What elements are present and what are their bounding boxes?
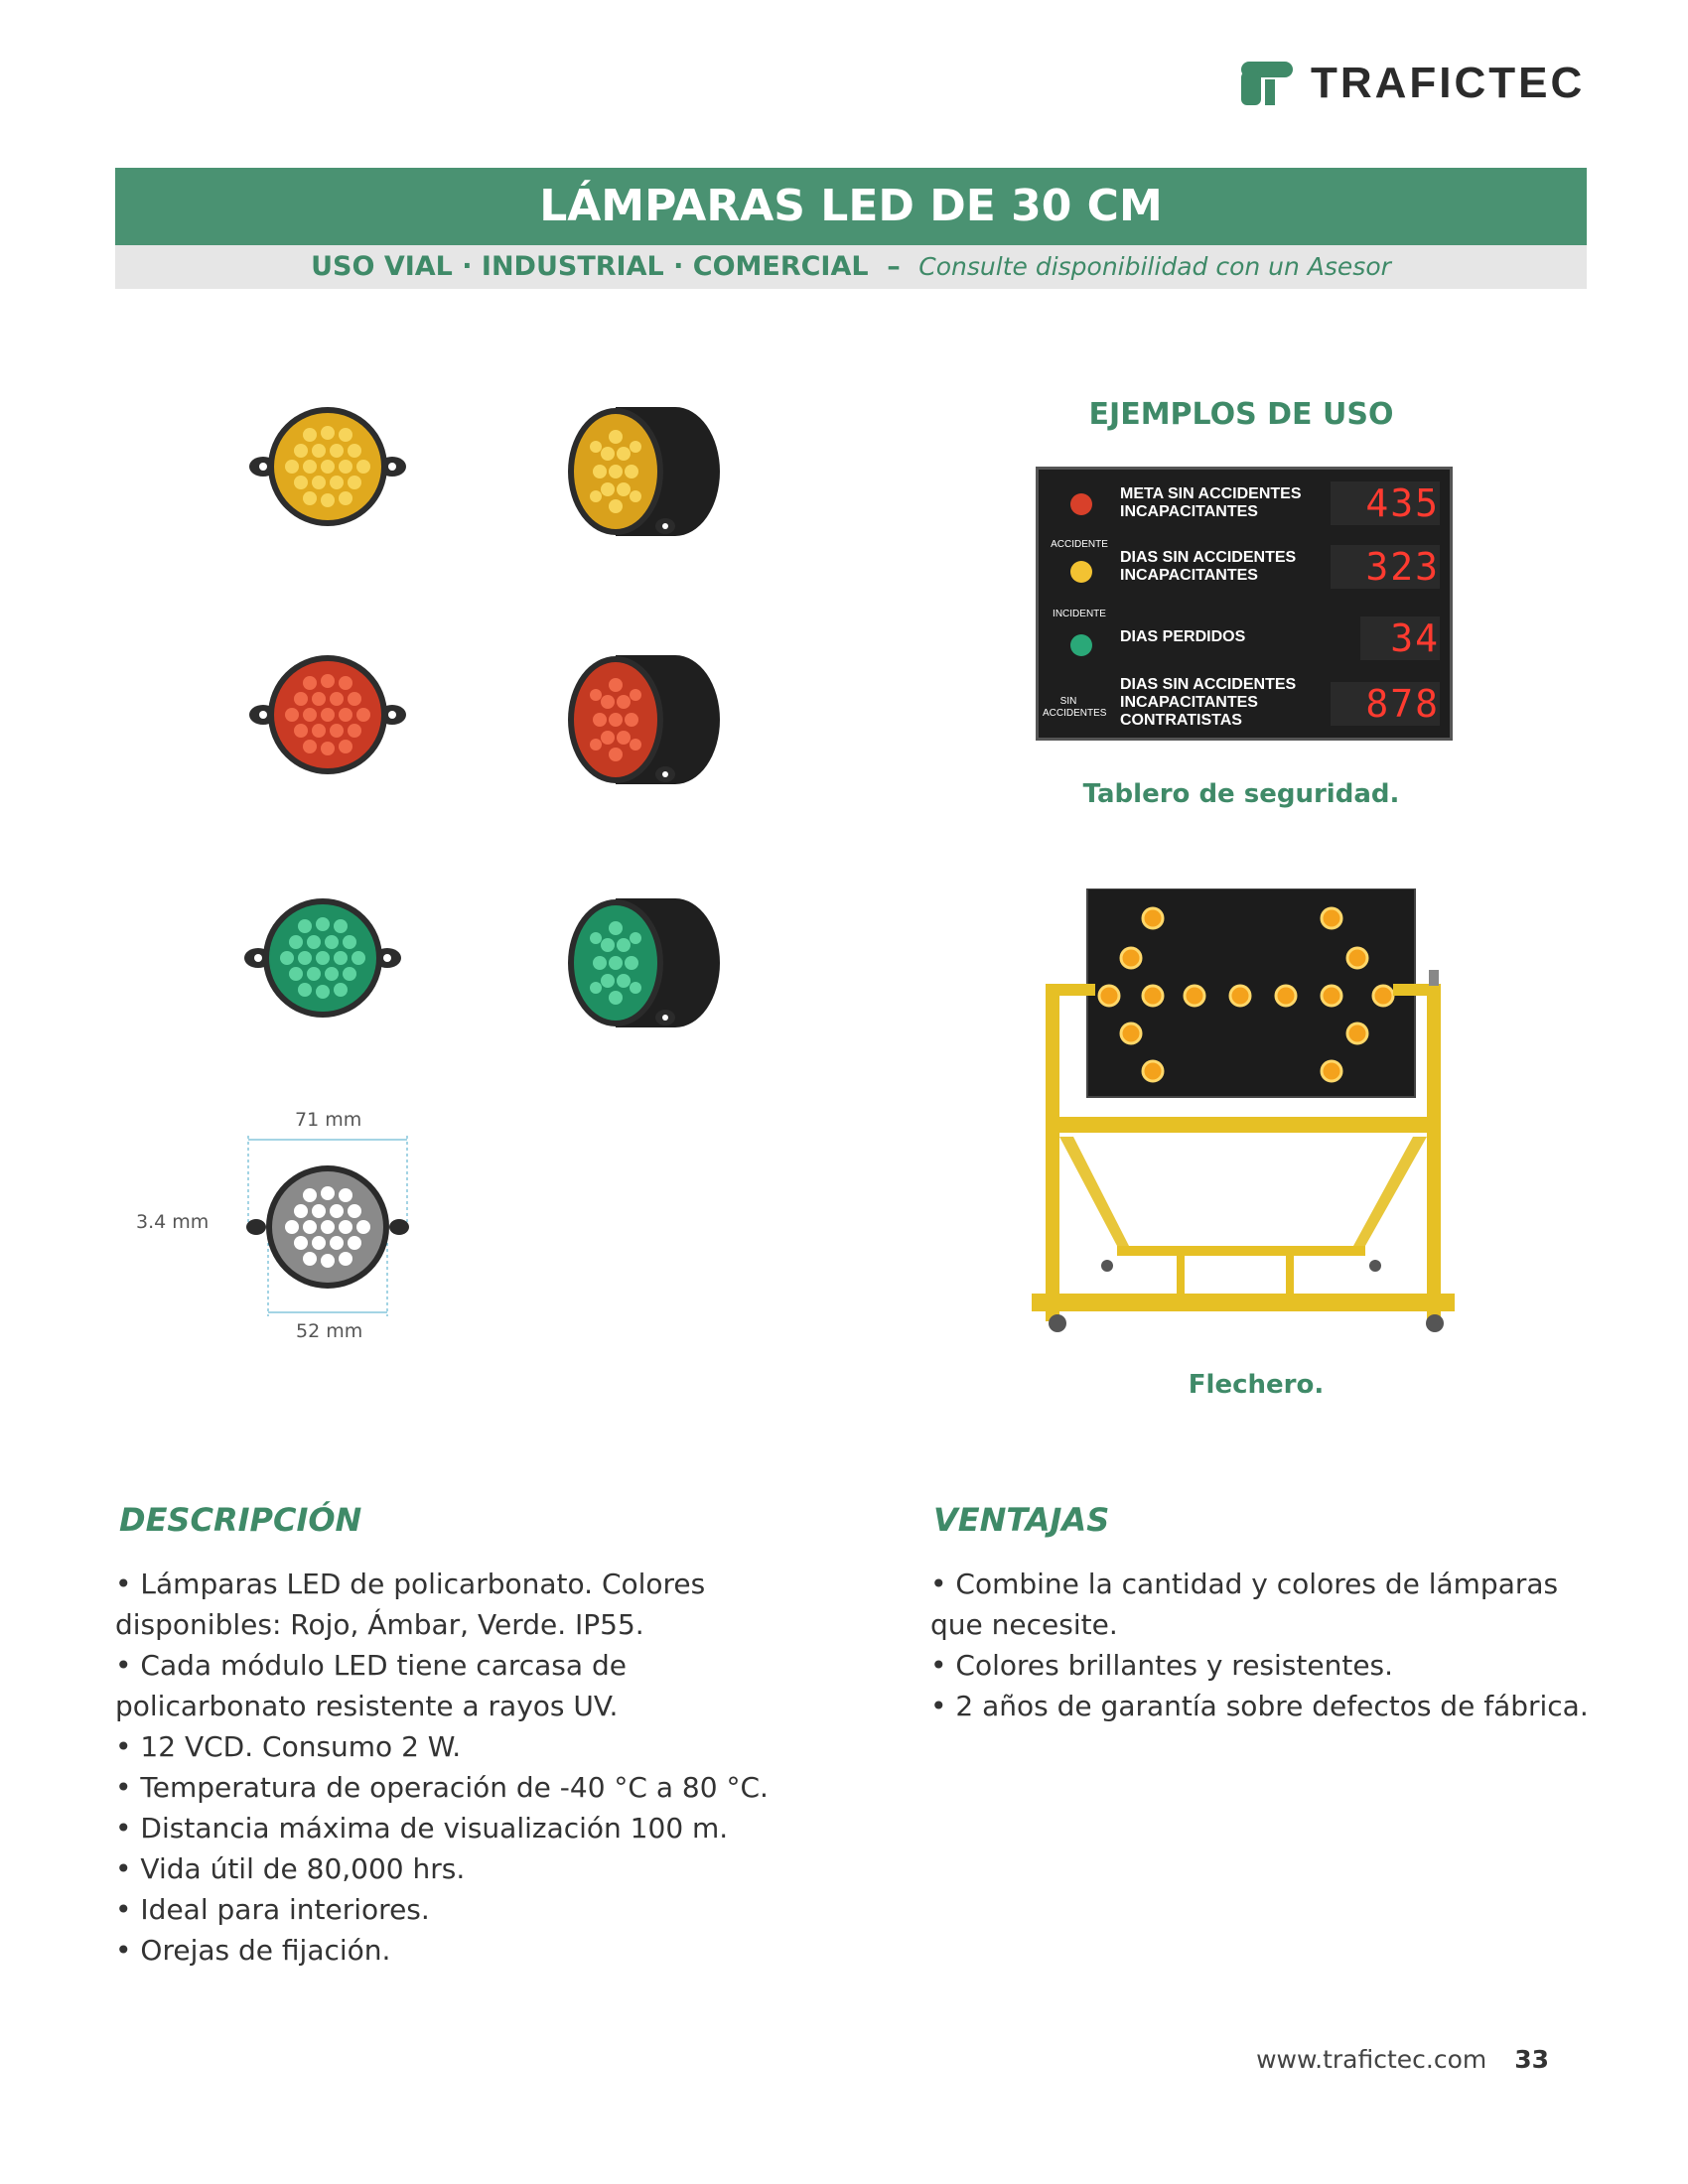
page-title: LÁMPARAS LED DE 30 CM [115,168,1587,245]
list-item: • Orejas de fijación. [115,1934,391,1967]
board-caption: Tablero de seguridad. [1082,779,1400,809]
amber-lamp-front [243,397,412,536]
list-item: • 2 años de garantía sobre defectos de fábrica. [930,1690,1589,1722]
board-row-text: DIAS SIN ACCIDENTES INCAPACITANTES CONTRATISTAS [1120,676,1297,729]
list-item: disponibles: Rojo, Ámbar, Verde. IP55. [115,1608,644,1641]
list-item: • Colores brillantes y resistentes. [930,1649,1394,1682]
brand-logo [1239,58,1586,109]
list-item: • Cada módulo LED tiene carcasa de [115,1649,627,1682]
arrow-board [1028,888,1465,1345]
dimension-diagram [218,1132,417,1320]
advantages-list [930,1564,1625,1726]
safety-board [1036,467,1453,741]
description-list [115,1564,830,1971]
board-row-text: META SIN ACCIDENTES INCAPACITANTES [1120,485,1302,520]
board-row [1039,676,1450,732]
red-indicator-icon [1070,493,1092,515]
list-item: • Lámparas LED de policarbonato. Colores [115,1568,706,1600]
board-row-text: DIAS SIN ACCIDENTES INCAPACITANTES [1120,549,1297,584]
board-row-text: DIAS PERDIDOS [1120,628,1246,645]
subtitle-bar [115,245,1587,289]
list-item: • Vida útil de 80,000 hrs. [115,1852,466,1885]
page-footer [1256,2045,1549,2074]
logo-mark-icon [1239,58,1299,107]
brand-name: TRAFICTEC [1311,59,1586,107]
subtitle-dash: – [887,251,901,282]
dim-width-bottom: 52 mm [296,1320,363,1342]
counter-display: 34 [1360,616,1440,660]
indicator-label: ACCIDENTE [1051,539,1108,550]
list-item: • Ideal para interiores. [115,1893,430,1926]
uses-text: USO VIAL · INDUSTRIAL · COMERCIAL [311,251,869,282]
board-row [1039,481,1450,529]
counter-display: 878 [1331,682,1440,726]
dim-width-top: 71 mm [295,1109,362,1131]
advantages-heading: VENTAJAS [933,1501,1110,1539]
indicator-label: SIN ACCIDENTES [1043,696,1107,719]
counter-display: 435 [1331,481,1440,525]
dim-depth: 3.4 mm [136,1211,210,1233]
advisor-note: Consulte disponibilidad con un Asesor [918,252,1391,281]
examples-heading: EJEMPLOS DE USO [1088,397,1394,432]
list-item: • Temperatura de operación de -40 °C a 80 °C. [115,1771,769,1804]
list-item: • 12 VCD. Consumo 2 W. [115,1730,462,1763]
list-item: que necesite. [930,1608,1118,1641]
board-row [1039,609,1450,664]
green-lamp-front [238,888,407,1027]
description-heading: DESCRIPCIÓN [119,1501,362,1539]
arrow-board-caption: Flechero. [1188,1370,1325,1400]
counter-display: 323 [1331,545,1440,589]
page-number: 33 [1514,2045,1549,2074]
amber-indicator-icon [1070,561,1092,583]
list-item: • Combine la cantidad y colores de lámparas [930,1568,1559,1600]
green-indicator-icon [1070,634,1092,656]
amber-lamp-side [556,397,725,546]
green-lamp-side [556,888,725,1037]
red-lamp-side [556,645,725,794]
red-lamp-front [243,645,412,784]
website-link[interactable]: www.trafictec.com [1256,2045,1487,2074]
board-row [1039,539,1450,593]
list-item: policarbonato resistente a rayos UV. [115,1690,619,1722]
list-item: • Distancia máxima de visualización 100 m. [115,1812,729,1844]
indicator-label: INCIDENTE [1053,609,1106,619]
